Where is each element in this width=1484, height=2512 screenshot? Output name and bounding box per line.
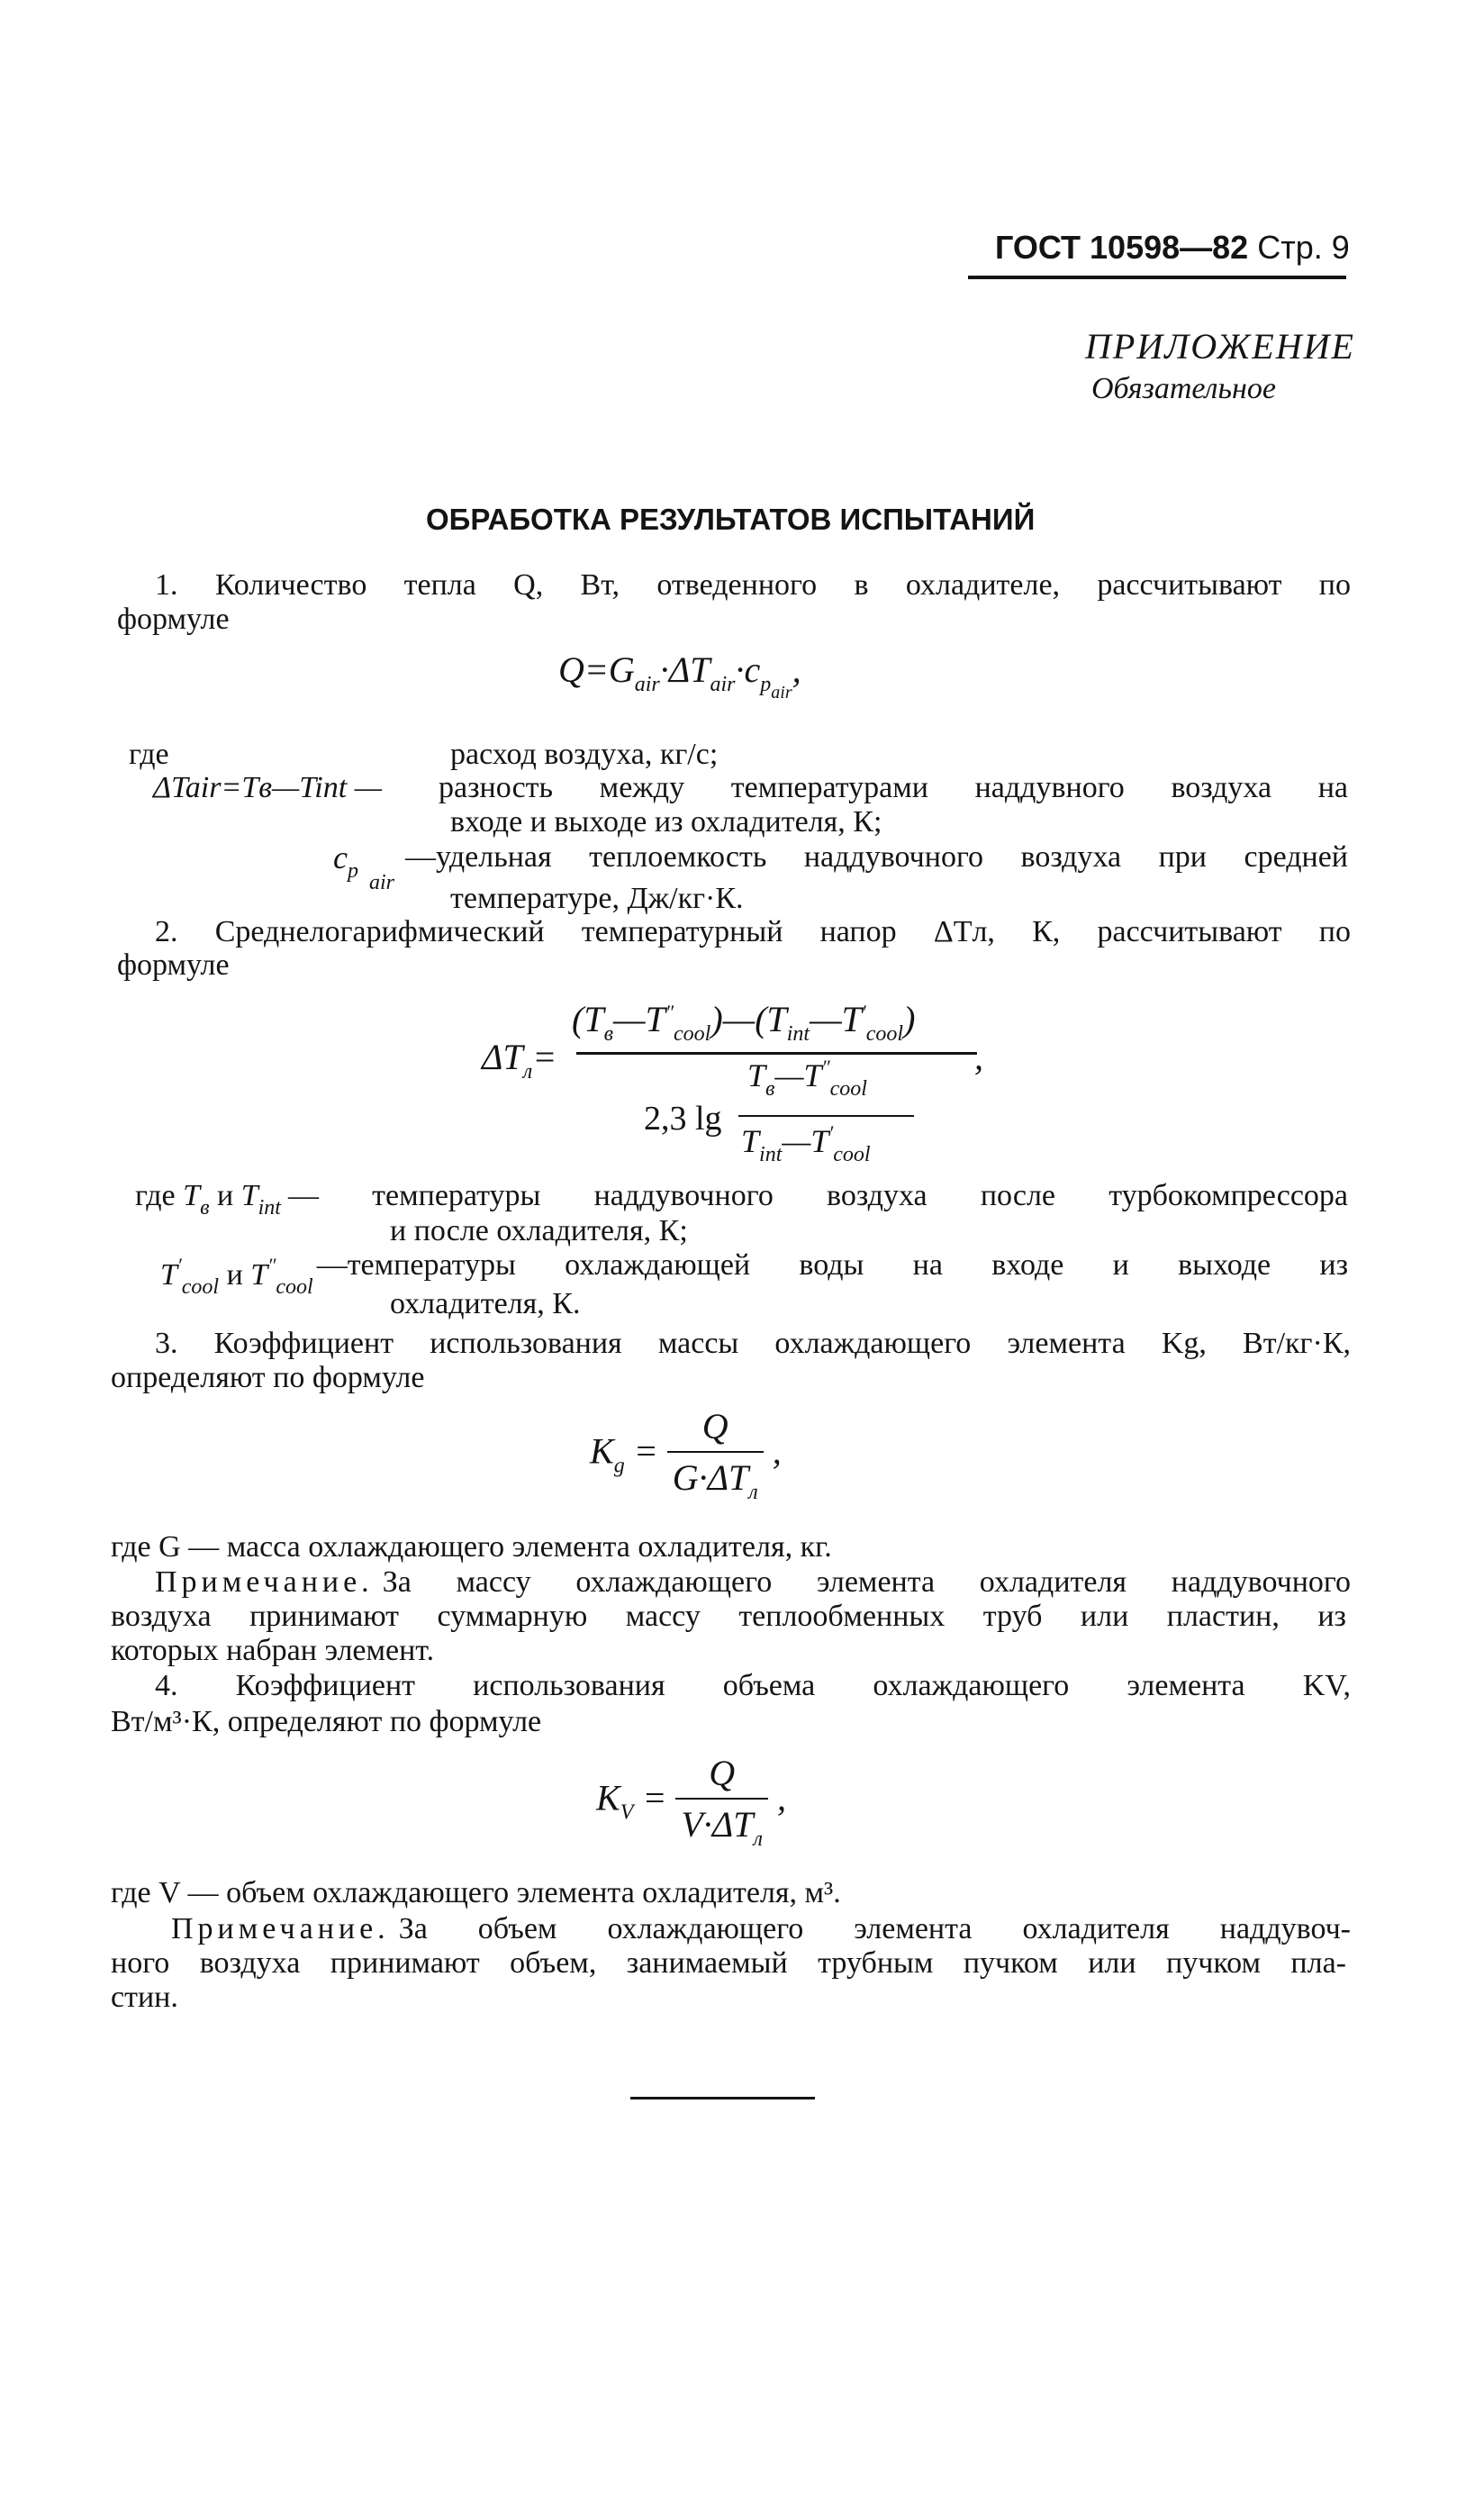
p2-def-text-1: — температуры наддувочного воздуха после турбокомпрессора	[287, 1179, 1348, 1212]
p1-line2: формуле	[117, 603, 230, 636]
p3-note-line1	[155, 1564, 1351, 1601]
p2-line2: формуле	[117, 948, 230, 982]
p3-where: где G — масса охлаждающего элемента охладителя, кг.	[111, 1530, 832, 1564]
p1-line1: 1. Количество тепла Q, Вт, отведенного в охладителе, рассчитывают по	[155, 568, 1351, 602]
p2-line1: 2. Среднелогарифмический температурный напор ΔTл, К, рассчитывают по	[155, 915, 1351, 948]
p3-note-line2: воздуха принимают суммарную массу теплообменных труб или пластин, из	[111, 1600, 1346, 1633]
cp-symbol: $c_p$ air	[333, 839, 395, 894]
p2-def-line4: охладителя, К.	[390, 1287, 581, 1320]
formula-log-coef: 2,3 lg	[644, 1100, 722, 1138]
p4-note-line2: ного воздуха принимают объем, занимаемый трубным пучком или пучком пла-	[111, 1946, 1346, 1980]
formula-delta-t-numerator: $(T_в—T''_{cool})—(T_{int}—T'_{cool})$	[572, 999, 916, 1046]
cp-def-line1: —удельная теплоемкость наддувочного воздуха при средней	[405, 840, 1348, 874]
p4-note-line1	[171, 1911, 1351, 1947]
p3-note-label: Примечание.	[155, 1565, 374, 1599]
appendix-status: Обязательное	[1091, 372, 1276, 405]
p3-line2: определяют по формуле	[111, 1361, 425, 1394]
end-rule	[630, 2097, 815, 2099]
appendix-title: ПРИЛОЖЕНИЕ	[1085, 326, 1355, 367]
p4-note-line3: стин.	[111, 1981, 178, 2014]
formula-kv: $K_V$ = $\frac{Q}{V\cdot\Delta T_л}$ ,	[596, 1753, 786, 1851]
p4-line2: Вт/м³·К, определяют по формуле	[111, 1705, 542, 1738]
formula-comma-1: ,	[974, 1037, 983, 1077]
formula-delta-t-main-bar	[576, 1052, 977, 1055]
section-title: ОБРАБОТКА РЕЗУЛЬТАТОВ ИСПЫТАНИЙ	[426, 503, 1036, 536]
formula-q: $Q=G_{air}\cdot\Delta T_{air}\cdot c_{p_{air}}$,	[558, 649, 801, 703]
p4-note-label: Примечание.	[171, 1912, 390, 1945]
delta-t-symbol: ΔTair=Tв—Tint —	[153, 771, 382, 804]
header-rule	[968, 276, 1346, 279]
standard-number: ГОСТ 10598—82	[995, 229, 1249, 266]
p3-note-line3: которых набран элемент.	[111, 1634, 435, 1667]
where-label: где	[129, 738, 169, 771]
p2-def-text-3: —температуры охлаждающей воды на входе и выходе из	[316, 1248, 1348, 1282]
p2-def-line3	[160, 1247, 1348, 1305]
formula-log-bar	[738, 1115, 914, 1117]
p2-def-line2: и после охладителя, К;	[390, 1214, 688, 1247]
p3-note-text1: За массу охлаждающего элемента охладителя наддувочного	[382, 1565, 1351, 1599]
formula-delta-t-lhs: $\Delta T_л=$	[482, 1037, 557, 1084]
p2-def-symbols-2: $T'_{cool}$ и $T''_{cool}$	[160, 1254, 313, 1299]
running-header	[995, 230, 1350, 266]
page-number: Стр. 9	[1257, 229, 1350, 266]
p2-def-symbols-1: где $T_в$ и $T_{int}$	[135, 1179, 281, 1220]
formula-log-den: $T_{int}—T'_{cool}$	[741, 1121, 871, 1166]
p3-line1: 3. Коэффициент использования массы охлаждающего элемента Kg, Вт/кг·К,	[155, 1327, 1351, 1360]
delta-t-def-line2: входе и выходе из охладителя, К;	[450, 805, 882, 839]
p4-note-text1: За объем охлаждающего элемента охладителя наддувоч-	[398, 1912, 1351, 1945]
p4-where: где V — объем охлаждающего элемента охладителя, м³.	[111, 1876, 841, 1909]
formula-kg: $K_g$ = $\frac{Q}{G\cdot\Delta T_л}$ ,	[590, 1406, 782, 1504]
p4-line1: 4. Коэффициент использования объема охлаждающего элемента KV,	[155, 1669, 1351, 1702]
air-flow-def: расход воздуха, кг/с;	[450, 738, 719, 771]
p2-def-line1	[135, 1178, 1348, 1226]
cp-def-line2: температуре, Дж/кг·К.	[450, 882, 744, 915]
formula-log-num: $T_в—T''_{cool}$	[747, 1056, 867, 1101]
delta-t-def-line1: разность между температурами наддувного воздуха на	[439, 771, 1348, 804]
